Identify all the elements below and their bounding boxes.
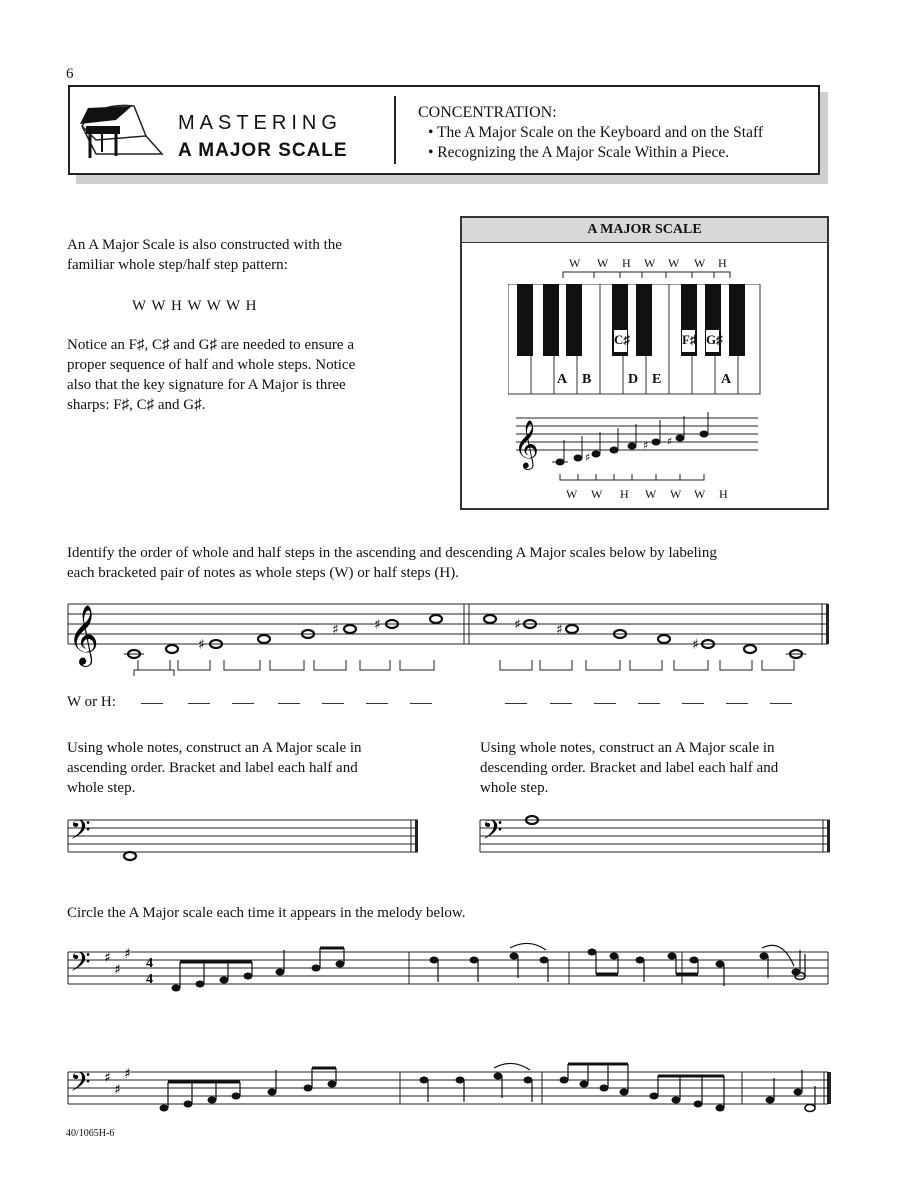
key-label-f-sharp: F♯ (682, 332, 697, 347)
svg-text:♯: ♯ (585, 451, 591, 464)
answer-blank[interactable] (232, 703, 254, 704)
page-number: 6 (66, 66, 74, 82)
time-signature-bottom: 4 (146, 972, 153, 987)
exercise2-left-line: Using whole notes, construct an A Major scale in (67, 740, 362, 756)
svg-text:♯: ♯ (124, 1066, 131, 1082)
exercise1-staff (64, 590, 834, 690)
svg-text:♯: ♯ (556, 622, 563, 638)
intro-line: proper sequence of half and whole steps. Notice (67, 357, 356, 373)
exercise2-right-line: whole step. (480, 780, 549, 796)
key-label-b: B (582, 372, 592, 387)
svg-text:𝄢: 𝄢 (70, 814, 91, 852)
svg-text:♯: ♯ (104, 1070, 111, 1086)
diagram-title: A MAJOR SCALE (462, 218, 827, 243)
key-label-a: A (557, 372, 568, 387)
answer-blank[interactable] (410, 703, 432, 704)
melody-staff-1 (64, 930, 834, 1000)
step-label: W (694, 256, 706, 270)
step-label: W (694, 487, 706, 501)
piano-logo-icon (76, 96, 171, 164)
answer-blank[interactable] (638, 703, 660, 704)
key-label-g-sharp: G♯ (706, 332, 723, 347)
svg-text:♯: ♯ (104, 950, 111, 966)
header-divider (394, 96, 396, 164)
time-signature-top: 4 (146, 956, 153, 971)
step-label: W (645, 487, 657, 501)
step-label: W (597, 256, 609, 270)
exercise2-right-line: Using whole notes, construct an A Major scale in (480, 740, 775, 756)
footer-code: 40/1065H-6 (66, 1128, 115, 1139)
concentration-item: • The A Major Scale on the Keyboard and on the Staff (428, 124, 764, 141)
svg-text:𝄢: 𝄢 (70, 946, 91, 984)
svg-text:♯: ♯ (514, 617, 521, 633)
answer-blank[interactable] (505, 703, 527, 704)
svg-text:♯: ♯ (332, 622, 339, 638)
intro-line: Notice an F♯, C♯ and G♯ are needed to ensure a (67, 337, 354, 353)
step-label: H (719, 487, 728, 501)
bass-staff-ascending[interactable] (64, 812, 424, 872)
answer-label: W or H: (67, 694, 116, 710)
bass-staff-descending[interactable] (476, 812, 836, 872)
svg-text:♯: ♯ (692, 637, 699, 653)
exercise1-line: each bracketed pair of notes as whole steps (W) or half steps (H). (67, 565, 459, 581)
svg-text:♯: ♯ (124, 946, 131, 962)
scale-title: A MAJOR SCALE (178, 140, 348, 161)
diagram-staff (508, 404, 764, 486)
step-label: W (569, 256, 581, 270)
answer-blank[interactable] (682, 703, 704, 704)
svg-text:♯: ♯ (114, 1082, 121, 1098)
intro-line: also that the key signature for A Major is three (67, 377, 346, 393)
svg-text:𝄞: 𝄞 (68, 605, 99, 665)
step-label: H (718, 256, 727, 270)
key-label-d: D (628, 372, 639, 387)
answer-blank[interactable] (726, 703, 748, 704)
concentration-title: CONCENTRATION: (418, 104, 557, 121)
key-label-a-high: A (721, 372, 732, 387)
answer-blank[interactable] (188, 703, 210, 704)
svg-text:♯: ♯ (667, 435, 673, 448)
intro-line: sharps: F♯, C♯ and G♯. (67, 397, 206, 413)
step-label: W (668, 256, 680, 270)
step-label: W (566, 487, 578, 501)
key-label-e: E (652, 372, 662, 387)
step-label: H (622, 256, 631, 270)
svg-text:♯: ♯ (374, 617, 381, 633)
answer-blank[interactable] (594, 703, 616, 704)
svg-text:♯: ♯ (114, 962, 121, 978)
melody-staff-2 (64, 1050, 834, 1120)
exercise3-instruction: Circle the A Major scale each time it appears in the melody below. (67, 905, 466, 921)
svg-text:♯: ♯ (643, 439, 649, 452)
key-label-c-sharp: C♯ (614, 332, 630, 347)
svg-text:𝄞: 𝄞 (514, 419, 539, 468)
answer-blank[interactable] (770, 703, 792, 704)
exercise2-left-line: whole step. (67, 780, 136, 796)
answer-blank[interactable] (550, 703, 572, 704)
answer-blank[interactable] (322, 703, 344, 704)
svg-text:𝄢: 𝄢 (482, 814, 503, 852)
step-label: W (591, 487, 603, 501)
step-pattern: W W H W W W H (132, 298, 258, 314)
mastering-heading: MASTERING (178, 112, 342, 134)
step-label: W (670, 487, 682, 501)
intro-line: An A Major Scale is also constructed with the (67, 237, 342, 253)
exercise2-right-line: descending order. Bracket and label each half and (480, 760, 779, 776)
answer-blank[interactable] (278, 703, 300, 704)
answer-blank[interactable] (366, 703, 388, 704)
step-label: H (620, 487, 629, 501)
exercise2-left-line: ascending order. Bracket and label each half and (67, 760, 358, 776)
exercise1-line: Identify the order of whole and half steps in the ascending and descending A Major scales below by labeling (67, 545, 717, 561)
intro-line: familiar whole step/half step pattern: (67, 257, 288, 273)
step-label: W (644, 256, 656, 270)
svg-text:𝄢: 𝄢 (70, 1066, 91, 1104)
concentration-item: • Recognizing the A Major Scale Within a Piece. (428, 144, 730, 161)
svg-text:♯: ♯ (198, 637, 205, 653)
answer-blank[interactable] (141, 703, 163, 704)
